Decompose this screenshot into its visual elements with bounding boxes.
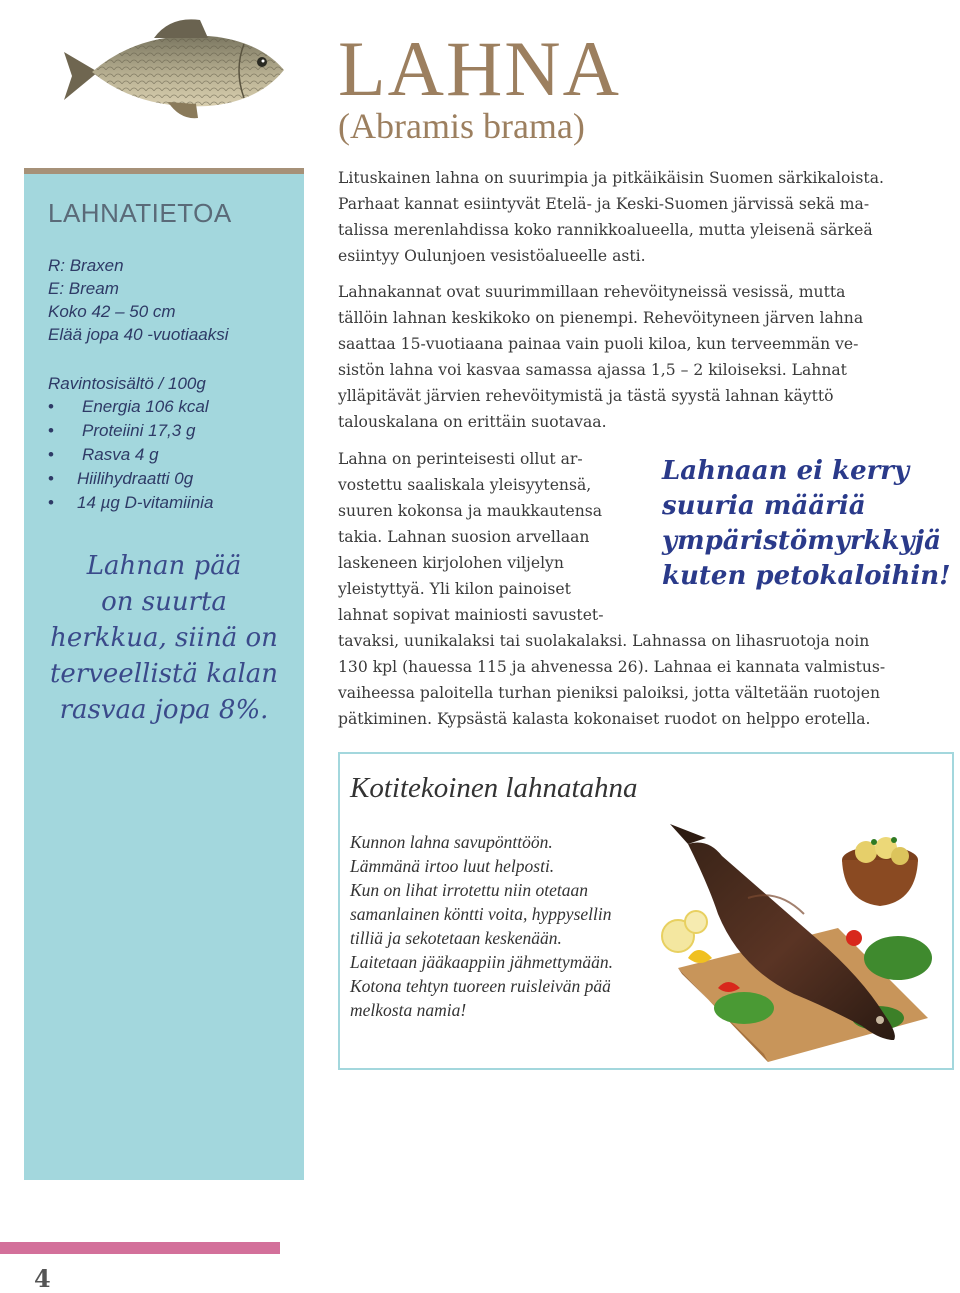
smoked-fish-dish-image	[648, 818, 940, 1062]
callout-line: ympäristömyrkkyjä	[662, 526, 941, 556]
sidebar-title: LAHNATIETOA	[48, 198, 232, 228]
bullet: •	[48, 445, 54, 464]
text-line: pätkiminen. Kypsästä kalasta kokonaiset ruodot on helppo erotella.	[338, 710, 871, 728]
bream-fish-illustration	[58, 14, 290, 126]
recipe-line: samanlainen köntti voita, hyppysellin	[350, 904, 612, 924]
text-line: Lituskainen lahna on suurimpia ja pitkäikäisin Suomen särkikaloista.	[338, 169, 884, 187]
nutrition-fat: Rasva 4 g	[82, 445, 159, 464]
text-line: tavaksi, uunikalaksi tai suolakalaksi. Lahnassa on lihasruotoja noin	[338, 632, 870, 650]
bullet: •	[48, 421, 54, 440]
text-line: Lahnakannat ovat suurimmillaan rehevöityneissä vesissä, mutta	[338, 283, 846, 301]
text-line: vostettu saaliskala yleisyytensä,	[338, 476, 592, 494]
bullet: •	[48, 397, 54, 416]
text-line: talissa merenlahdissa koko rannikkoalueella, mutta yleisenä särkeä	[338, 221, 873, 239]
nutrition-item	[48, 443, 288, 466]
sidebar-quote	[30, 548, 298, 728]
nutrition-item	[48, 395, 288, 418]
footer-accent-bar	[0, 1242, 280, 1254]
page-number: 4	[34, 1264, 51, 1293]
fact-swedish-name: R: Braxen	[48, 256, 124, 275]
recipe-line: tilliä ja sekotetaan keskenään.	[350, 928, 562, 948]
text-line: saattaa 15-vuotiaana painaa vain puoli kiloa, kun terveemmän ve-	[338, 335, 859, 353]
recipe-instructions	[350, 830, 613, 1022]
text-line: yleistyttyä. Yli kilon painoiset	[338, 580, 571, 598]
quote-line: on suurta	[101, 587, 227, 617]
nutrition-item	[48, 491, 288, 514]
recipe-title: Kotitekoinen lahnatahna	[350, 772, 638, 804]
nutrition-heading: Ravintosisältö / 100g	[48, 374, 206, 393]
paragraph-populations	[338, 279, 863, 435]
text-line: laskeneen kirjolohen viljelyn	[338, 554, 564, 572]
text-line: lahnat sopivat mainiosti savustet-	[338, 606, 604, 624]
bullet: •	[48, 469, 54, 488]
quote-line: herkkua, siinä on	[50, 623, 278, 653]
recipe-line: Lämmänä irtoo luut helposti.	[350, 856, 555, 876]
callout-line: suuria määriä	[662, 491, 866, 521]
callout-line: kuten petokaloihin!	[662, 561, 951, 591]
text-line: sistön lahna voi kasvaa samassa ajassa 1,5 – 2 kiloiseksi. Lahnat	[338, 361, 847, 379]
quote-line: terveellistä kalan	[49, 659, 279, 689]
callout-line: Lahnaan ei kerry	[662, 456, 910, 486]
recipe-line: melkosta namia!	[350, 1000, 467, 1020]
text-line: suuren kokonsa ja maukkautensa	[338, 502, 603, 520]
text-line: talouskalana on erittäin suotavaa.	[338, 413, 607, 431]
recipe-line: Laitetaan jääkaappiin jähmettymään.	[350, 952, 613, 972]
latin-name-subtitle: (Abramis brama)	[338, 106, 585, 146]
nutrition-item	[48, 419, 288, 442]
pull-quote-callout	[662, 454, 952, 594]
nutrition-carbs: Hiilihydraatti 0g	[77, 469, 194, 488]
text-line: 130 kpl (hauessa 115 ja ahvenessa 26). Lahnaa ei kannata valmistus-	[338, 658, 886, 676]
nutrition-protein: Proteiini 17,3 g	[82, 421, 196, 440]
recipe-line: Kunnon lahna savupönttöön.	[350, 832, 553, 852]
text-line: takia. Lahnan suosion arvellaan	[338, 528, 590, 546]
recipe-line: Kotona tehtyn tuoreen ruisleivän pää	[350, 976, 611, 996]
text-line: Parhaat kannat esiintyvät Etelä- ja Keski-Suomen järvissä sekä ma-	[338, 195, 870, 213]
fact-english-name: E: Bream	[48, 279, 119, 298]
fact-lifespan: Elää jopa 40 -vuotiaaksi	[48, 325, 229, 344]
text-line: ylläpitävät järvien rehevöitymistä ja tästä syystä lahnan käyttö	[338, 387, 834, 405]
text-line: Lahna on perinteisesti ollut ar-	[338, 450, 583, 468]
nutrition-energy: Energia 106 kcal	[82, 397, 209, 416]
bullet: •	[48, 493, 54, 512]
text-line: tällöin lahnan keskikoko on pienempi. Rehevöityneen järven lahna	[338, 309, 864, 327]
nutrition-item	[48, 467, 288, 490]
recipe-line: Kun on lihat irrotettu niin otetaan	[350, 880, 589, 900]
nutrition-vitamin-d: 14 µg D-vitamiinia	[77, 493, 214, 512]
quote-line: rasvaa jopa 8%.	[59, 695, 269, 725]
fact-size: Koko 42 – 50 cm	[48, 302, 176, 321]
text-line: esiintyy Oulunjoen vesistöalueelle asti.	[338, 247, 646, 265]
paragraph-intro	[338, 165, 884, 269]
quote-line: Lahnan pää	[86, 551, 242, 581]
page-title: LAHNA	[338, 25, 621, 112]
text-line: vaiheessa paloitella turhan pieniksi paloiksi, jotta vältetään ruotojen	[338, 684, 881, 702]
